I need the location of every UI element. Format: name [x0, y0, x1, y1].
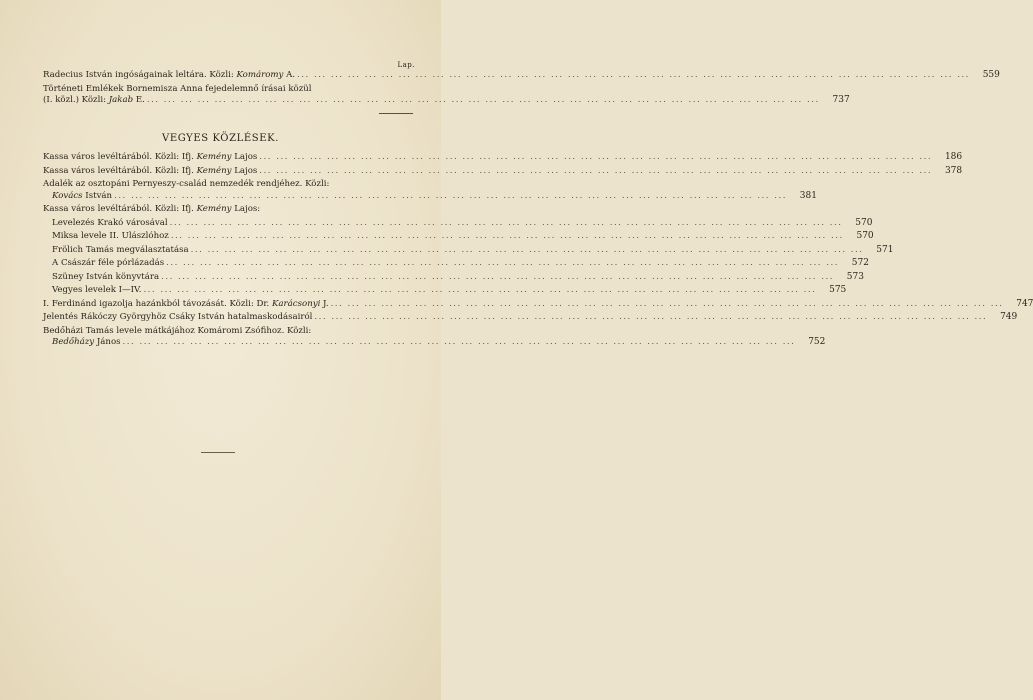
toc-entry-line [43, 152, 963, 164]
dot-leader: ... ... ... ... ... ... ... ... ... ... ... ... ... ... ... ... ... ... ... ... ... ... ... ... ... ... ... ... ... ... ... ... ... ... ... ... ... ... ... ... [190, 244, 864, 255]
entry-text [52, 258, 164, 270]
entry-title: I. Ferdinánd igazolja hazánkból távozását. Közli: Dr. [43, 298, 273, 309]
entry-author-suffix: István [82, 190, 113, 201]
entry-title: Kassa város levéltárából. Közli: Ifj. [43, 204, 197, 214]
page-number: 752 [808, 337, 826, 347]
toc-entry-line [43, 258, 869, 270]
dot-leader: ... ... ... ... ... ... ... ... ... ... ... ... ... ... ... ... ... ... ... ... ... ... ... ... ... ... ... ... ... ... ... ... ... ... ... ... ... ... ... ... [122, 337, 796, 347]
entry-title: Történeti Emlékek Bornemisza Anna fejedelemnő írásai közül [43, 83, 312, 94]
entry-author-suffix: J. [320, 298, 329, 309]
toc-entry-line [43, 326, 411, 338]
entry-author: Kemény [196, 204, 232, 214]
entry-author-suffix: Lajos [231, 165, 258, 176]
entry-title: Levelezés Krakó városával [52, 217, 168, 228]
dot-leader: ... ... ... ... ... ... ... ... ... ... ... ... ... ... ... ... ... ... ... ... ... ... ... ... ... ... ... ... ... ... ... ... ... ... ... ... ... ... ... ... [297, 70, 970, 80]
entry-author: Bedőházy [52, 337, 95, 347]
entry-text [52, 245, 189, 257]
section-title: VEGYES KÖZLÉSEK. [162, 133, 279, 144]
toc-entry-line [43, 95, 850, 107]
dot-leader: ... ... ... ... ... ... ... ... ... ... ... ... ... ... ... ... ... ... ... ... ... ... ... ... ... ... ... ... ... ... ... ... ... ... ... ... ... ... ... ... [169, 217, 843, 228]
toc-entry-line [43, 285, 847, 297]
entry-text [43, 152, 257, 164]
toc-entry [43, 83, 850, 107]
page-number: 570 [856, 231, 874, 241]
page-number: 575 [829, 285, 847, 295]
toc-entry-line [43, 298, 1033, 311]
toc-entry [43, 271, 864, 284]
entry-text [52, 285, 141, 297]
toc-entry-line [43, 244, 894, 257]
end-rule [201, 452, 235, 453]
entry-author: Kemény [196, 165, 232, 176]
page-number: 573 [846, 271, 864, 282]
toc-entry [43, 244, 894, 257]
dot-leader: ... ... ... ... ... ... ... ... ... ... ... ... ... ... ... ... ... ... ... ... ... ... ... ... ... ... ... ... ... ... ... ... ... ... ... ... ... ... ... ... [143, 285, 817, 295]
entry-text [43, 326, 311, 338]
toc-entry-line [43, 312, 1018, 324]
page-number: 186 [944, 152, 963, 162]
entry-title: Kassa város levéltárából. Közli: Ifj. [43, 165, 197, 176]
entry-title: A Császár féle pórlázadás [52, 258, 165, 268]
page-number: 749 [1000, 312, 1018, 322]
page-number: 571 [876, 244, 894, 255]
page-number: 381 [799, 190, 817, 201]
toc-entry [43, 285, 847, 297]
toc-entry [43, 298, 1033, 311]
entry-title: Szüney István könyvtára [52, 271, 160, 282]
dot-leader: ... ... ... ... ... ... ... ... ... ... ... ... ... ... ... ... ... ... ... ... ... ... ... ... ... ... ... ... ... ... ... ... ... ... ... ... ... ... ... ... [166, 258, 839, 268]
toc-entry [43, 325, 826, 349]
entry-text [43, 95, 145, 107]
page-number: 559 [982, 70, 1000, 80]
entry-author-suffix: Lajos [231, 152, 258, 162]
dot-leader: ... ... ... ... ... ... ... ... ... ... ... ... ... ... ... ... ... ... ... ... ... ... ... ... ... ... ... ... ... ... ... ... ... ... ... ... ... ... ... ... [259, 165, 933, 176]
toc-entry-line [43, 271, 864, 284]
toc-entry [43, 70, 1000, 82]
toc-entry [43, 165, 963, 178]
toc-entry [43, 179, 817, 202]
page-number: 747 [1016, 298, 1033, 309]
entry-title: Frölich Tamás megválasztatása [52, 244, 189, 255]
toc-entry [43, 204, 411, 216]
toc-entry-line [43, 190, 817, 203]
entry-title: (I. közl.) Közli: [43, 95, 109, 105]
entry-author: Jakab [108, 95, 134, 105]
entry-text [43, 299, 329, 311]
page-number: 572 [851, 258, 869, 268]
entry-text [43, 70, 295, 82]
toc-entry-line [43, 204, 411, 216]
entry-text [43, 204, 260, 216]
entry-author-suffix: A. [283, 70, 296, 80]
toc-entry [43, 231, 874, 243]
dot-leader: ... ... ... ... ... ... ... ... ... ... ... ... ... ... ... ... ... ... ... ... ... ... ... ... ... ... ... ... ... ... ... ... ... ... ... ... ... ... ... ... [259, 152, 933, 162]
toc-entry [43, 152, 963, 164]
toc-entry-line [43, 179, 411, 191]
entry-text [43, 179, 329, 191]
toc-entry-line [43, 70, 1000, 82]
entry-text [52, 337, 121, 349]
entry-text [43, 166, 257, 178]
toc-entry [43, 217, 873, 230]
entry-author-suffix: E. [133, 95, 145, 105]
entry-author: Komáromy [236, 70, 284, 80]
toc-entry-line [43, 217, 873, 230]
entry-title: Radecius István ingóságainak leltára. Közli: [43, 70, 237, 80]
toc-entry [43, 258, 869, 270]
toc-entry-line [43, 231, 874, 243]
dot-leader: ... ... ... ... ... ... ... ... ... ... ... ... ... ... ... ... ... ... ... ... ... ... ... ... ... ... ... ... ... ... ... ... ... ... ... ... ... ... ... ... [146, 95, 820, 105]
page-number: 378 [944, 165, 963, 176]
toc-entry [43, 312, 1018, 324]
page-column-header: Lap. [397, 61, 415, 69]
entry-author: Kovács [52, 190, 83, 201]
dot-leader: ... ... ... ... ... ... ... ... ... ... ... ... ... ... ... ... ... ... ... ... ... ... ... ... ... ... ... ... ... ... ... ... ... ... ... ... ... ... ... ... [161, 271, 834, 282]
entry-author: Karácsonyi [272, 298, 321, 309]
entry-text [52, 272, 159, 284]
toc-entry-line [43, 84, 411, 96]
entry-title: Kassa város levéltárából. Közli: Ifj. [43, 152, 197, 162]
entry-author: Kemény [196, 152, 232, 162]
entry-title: Jelentés Rákóczy Györgyhöz Csáky István hatalmaskodásairól [43, 312, 313, 322]
page-number: 570 [855, 217, 873, 228]
entry-text [52, 218, 168, 230]
dot-leader: ... ... ... ... ... ... ... ... ... ... ... ... ... ... ... ... ... ... ... ... ... ... ... ... ... ... ... ... ... ... ... ... ... ... ... ... ... ... ... ... [330, 298, 1004, 309]
entry-author-suffix: János [94, 337, 121, 347]
entry-title: Miksa levele II. Ulászlóhoz [52, 231, 169, 241]
entry-text [52, 231, 169, 243]
entry-text [52, 191, 112, 203]
dot-leader: ... ... ... ... ... ... ... ... ... ... ... ... ... ... ... ... ... ... ... ... ... ... ... ... ... ... ... ... ... ... ... ... ... ... ... ... ... ... ... ... [314, 312, 988, 322]
dot-leader: ... ... ... ... ... ... ... ... ... ... ... ... ... ... ... ... ... ... ... ... ... ... ... ... ... ... ... ... ... ... ... ... ... ... ... ... ... ... ... ... [170, 231, 844, 241]
entry-text [43, 84, 312, 96]
page-number: 737 [832, 95, 850, 105]
dot-leader: ... ... ... ... ... ... ... ... ... ... ... ... ... ... ... ... ... ... ... ... ... ... ... ... ... ... ... ... ... ... ... ... ... ... ... ... ... ... ... ... [114, 190, 787, 201]
section-separator-rule [379, 113, 413, 114]
entry-title: Bedőházi Tamás levele mátkájához Komáromi Zsófihoz. Közli: [43, 325, 312, 336]
entry-author-suffix: Lajos: [231, 204, 261, 214]
entry-text [43, 312, 312, 324]
entry-title: Adalék az osztopáni Pernyeszy-család nemzedék rendjéhez. Közli: [43, 179, 330, 189]
entry-title: Vegyes levelek I—IV. [52, 285, 142, 295]
entry-list [43, 152, 1033, 351]
toc-entry-line [43, 165, 963, 178]
toc-entry-line [43, 337, 826, 349]
top-entry-list [43, 70, 1000, 109]
